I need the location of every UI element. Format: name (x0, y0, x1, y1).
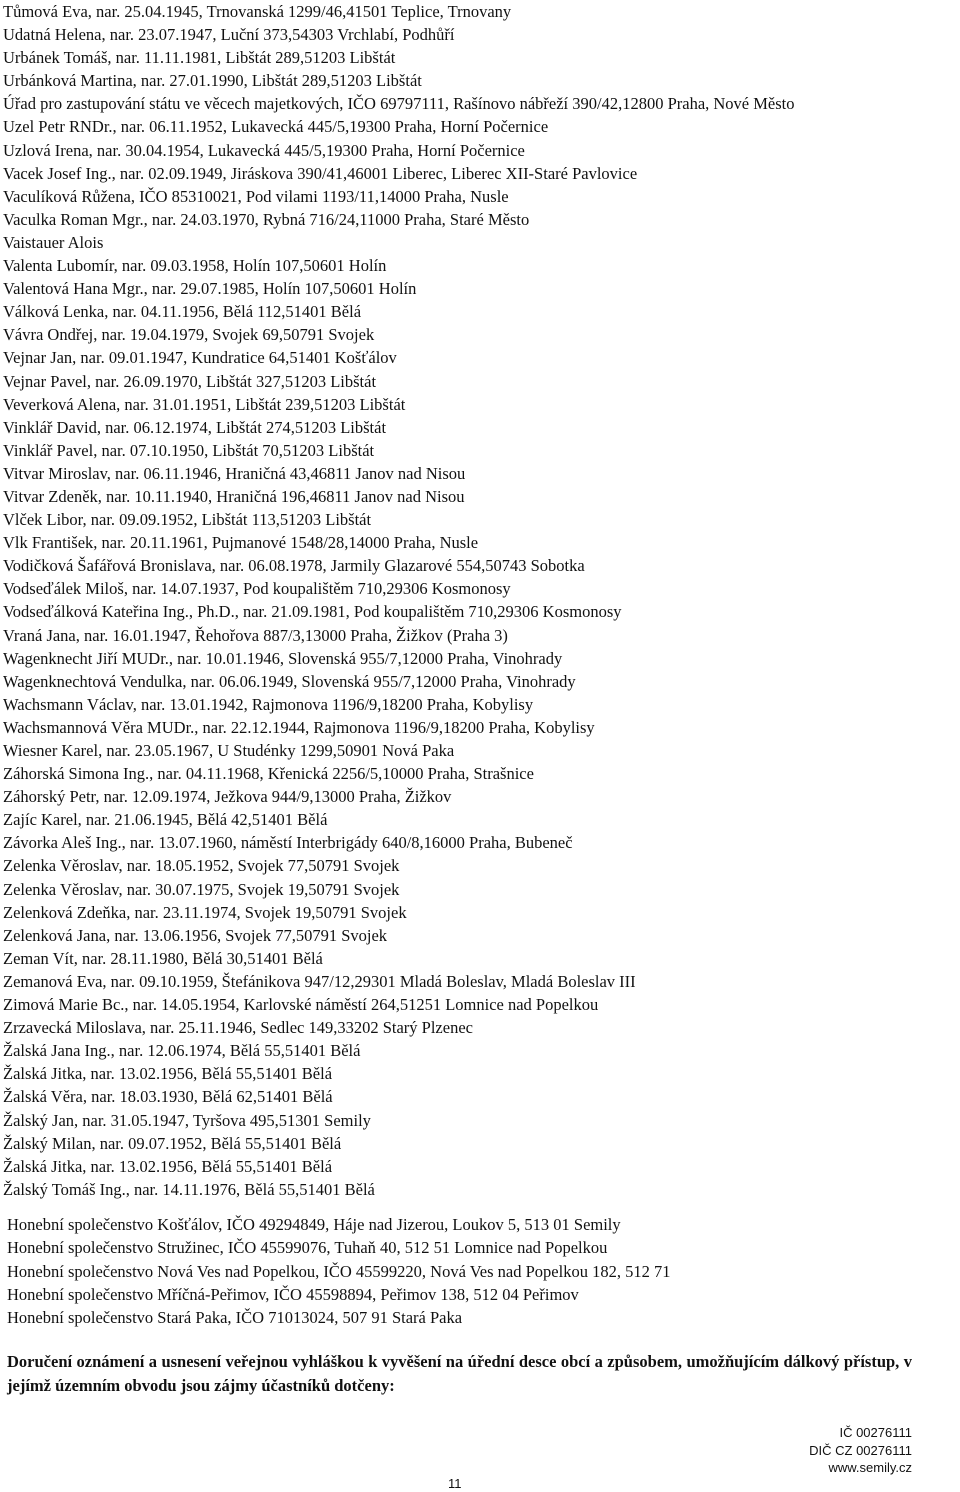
participant-entry: Záhorská Simona Ing., nar. 04.11.1968, Křenická 2256/5,10000 Praha, Strašnice (3, 764, 534, 784)
participant-entry: Žalský Tomáš Ing., nar. 14.11.1976, Bělá 55,51401 Bělá (3, 1179, 375, 1199)
participant-entry: Valentová Hana Mgr., nar. 29.07.1985, Holín 107,50601 Holín (3, 279, 417, 299)
hunting-society-entry: Honební společenstvo Nová Ves nad Popelkou, IČO 45599220, Nová Ves nad Popelkou 182, 512 71 (7, 1261, 671, 1281)
participant-entry: Valenta Lubomír, nar. 09.03.1958, Holín 107,50601 Holín (3, 256, 387, 276)
participant-entry: Vaculíková Růžena, IČO 85310021, Pod vilami 1193/11,14000 Praha, Nusle (3, 186, 509, 206)
participant-entry: Veverková Alena, nar. 31.01.1951, Libštát 239,51203 Libštát (3, 394, 406, 414)
dic-number: DIČ CZ 00276111 (809, 1442, 912, 1458)
participant-entry: Urbánková Martina, nar. 27.01.1990, Libštát 289,51203 Libštát (3, 71, 422, 91)
hunting-society-entry: Honební společenstvo Stará Paka, IČO 71013024, 507 91 Stará Paka (7, 1308, 463, 1328)
hunting-societies-list (7, 1213, 952, 1329)
participant-entry: Vlk František, nar. 20.11.1961, Pujmanové 1548/28,14000 Praha, Nusle (3, 533, 479, 553)
hunting-society-entry: Honební společenstvo Košťálov, IČO 49294849, Háje nad Jizerou, Loukov 5, 513 01 Semily (7, 1215, 621, 1234)
ico-number: IČ 00276111 (839, 1425, 912, 1440)
participant-entry: Žalský Milan, nar. 09.07.1952, Bělá 55,51401 Bělá (3, 1133, 342, 1153)
participant-entry: Vejnar Jan, nar. 09.01.1947, Kundratice 64,51401 Košťálov (3, 348, 397, 368)
participant-entry: Zelenková Zdeňka, nar. 23.11.1974, Svojek 19,50791 Svojek (3, 902, 407, 922)
participant-entry: Zrzavecká Miloslava, nar. 25.11.1946, Sedlec 149,33202 Starý Plzenec (3, 1018, 473, 1038)
participant-entry: Wachsmannová Věra MUDr., nar. 22.12.1944, Rajmonova 1196/9,18200 Praha, Kobylisy (3, 717, 595, 737)
participant-entry: Wagenknecht Jiří MUDr., nar. 10.01.1946, Slovenská 955/7,12000 Praha, Vinohrady (3, 648, 563, 668)
participant-entry: Tůmová Eva, nar. 25.04.1945, Trnovanská 1299/46,41501 Teplice, Trnovany (3, 2, 512, 21)
participant-entry: Zimová Marie Bc., nar. 14.05.1954, Karlovské náměstí 264,51251 Lomnice nad Popelkou (3, 995, 599, 1015)
participant-entry: Wachsmann Václav, nar. 13.01.1942, Rajmonova 1196/9,18200 Praha, Kobylisy (3, 694, 534, 714)
hunting-society-entry: Honební společenstvo Mříčná-Peřimov, IČO 45598894, Peřimov 138, 512 04 Peřimov (7, 1284, 579, 1304)
participant-entry: Vaculka Roman Mgr., nar. 24.03.1970, Rybná 716/24,11000 Praha, Staré Město (3, 209, 530, 229)
participant-entry: Urbánek Tomáš, nar. 11.11.1981, Libštát 289,51203 Libštát (3, 48, 396, 68)
participant-entry: Vejnar Pavel, nar. 26.09.1970, Libštát 327,51203 Libštát (3, 371, 377, 391)
hunting-society-entry: Honební společenstvo Stružinec, IČO 45599076, Tuhaň 40, 512 51 Lomnice nad Popelkou (7, 1238, 608, 1258)
participant-entry: Vitvar Zdeněk, nar. 10.11.1940, Hraničná 196,46811 Janov nad Nisou (3, 486, 465, 506)
participant-entry: Záhorský Petr, nar. 12.09.1974, Ježkova 944/9,13000 Praha, Žižkov (3, 787, 452, 807)
participant-entry: Vlček Libor, nar. 09.09.1952, Libštát 113,51203 Libštát (3, 510, 372, 530)
page-number: 11 (448, 1476, 462, 1491)
participants-list (3, 0, 958, 1201)
participant-entry: Závorka Aleš Ing., nar. 13.07.1960, náměstí Interbrigády 640/8,16000 Praha, Bubeneč (3, 833, 573, 853)
participant-entry: Úřad pro zastupování státu ve věcech majetkových, IČO 69797111, Rašínovo nábřeží 390/42,12800 Praha, Nové Město (3, 94, 795, 114)
participant-entry: Žalská Jana Ing., nar. 12.06.1974, Bělá 55,51401 Bělá (3, 1041, 361, 1061)
participant-entry: Vodseďálek Miloš, nar. 14.07.1937, Pod koupalištěm 710,29306 Kosmonosy (3, 579, 511, 599)
participant-entry: Vodseďálková Kateřina Ing., Ph.D., nar. 21.09.1981, Pod koupalištěm 710,29306 Kosmonosy (3, 602, 622, 622)
participant-entry: Zelenka Věroslav, nar. 30.07.1975, Svojek 19,50791 Svojek (3, 879, 400, 899)
participant-entry: Vaistauer Alois (3, 232, 104, 252)
participant-entry: Zeman Vít, nar. 28.11.1980, Bělá 30,51401 Bělá (3, 948, 323, 968)
participant-entry: Válková Lenka, nar. 04.11.1956, Bělá 112,51401 Bělá (3, 302, 362, 322)
participant-entry: Zelenka Věroslav, nar. 18.05.1952, Svojek 77,50791 Svojek (3, 856, 400, 876)
participant-entry: Uzlová Irena, nar. 30.04.1954, Lukavecká 445/5,19300 Praha, Horní Počernice (3, 140, 525, 160)
participant-entry: Žalská Věra, nar. 18.03.1930, Bělá 62,51401 Bělá (3, 1087, 333, 1107)
participant-entry: Vacek Josef Ing., nar. 02.09.1949, Jiráskova 390/41,46001 Liberec, Liberec XII-Staré Pavlovice (3, 163, 638, 183)
participant-entry: Zajíc Karel, nar. 21.06.1945, Bělá 42,51401 Bělá (3, 810, 328, 830)
participant-entry: Vinklář Pavel, nar. 07.10.1950, Libštát 70,51203 Libštát (3, 440, 375, 460)
participant-entry: Vodičková Šafářová Bronislava, nar. 06.08.1978, Jarmily Glazarové 554,50743 Sobotka (3, 556, 585, 576)
participant-entry: Vraná Jana, nar. 16.01.1947, Řehořova 887/3,13000 Praha, Žižkov (Praha 3) (3, 625, 508, 645)
participant-entry: Zelenková Jana, nar. 13.06.1956, Svojek 77,50791 Svojek (3, 925, 388, 945)
participant-entry: Udatná Helena, nar. 23.07.1947, Luční 373,54303 Vrchlabí, Podhůří (3, 25, 455, 45)
participant-entry: Vitvar Miroslav, nar. 06.11.1946, Hraničná 43,46811 Janov nad Nisou (3, 463, 466, 483)
participant-entry: Wiesner Karel, nar. 23.05.1967, U Studénky 1299,50901 Nová Paka (3, 741, 455, 760)
participant-entry: Vinklář David, nar. 06.12.1974, Libštát 274,51203 Libštát (3, 417, 387, 437)
participant-entry: Žalská Jitka, nar. 13.02.1956, Bělá 55,51401 Bělá (3, 1064, 333, 1084)
delivery-notice: Doručení oznámení a usnesení veřejnou vyhláškou k vyvěšení na úřední desce obcí a způsobem, umožňujícím dálkový přístup, v jejímž územním obvodu jsou zájmy účastníků dotčeny: (7, 1352, 912, 1395)
participant-entry: Uzel Petr RNDr., nar. 06.11.1952, Lukavecká 445/5,19300 Praha, Horní Počernice (3, 117, 549, 137)
website-address: www.semily.cz (828, 1460, 912, 1475)
municipality-identifiers (612, 1424, 912, 1477)
participant-entry: Žalská Jitka, nar. 13.02.1956, Bělá 55,51401 Bělá (3, 1156, 333, 1176)
participant-entry: Žalský Jan, nar. 31.05.1947, Tyršova 495,51301 Semily (3, 1110, 371, 1130)
participant-entry: Zemanová Eva, nar. 09.10.1959, Štefánikova 947/12,29301 Mladá Boleslav, Mladá Boleslav III (3, 971, 636, 991)
participant-entry: Wagenknechtová Vendulka, nar. 06.06.1949, Slovenská 955/7,12000 Praha, Vinohrady (3, 671, 576, 691)
participant-entry: Vávra Ondřej, nar. 19.04.1979, Svojek 69,50791 Svojek (3, 325, 375, 345)
